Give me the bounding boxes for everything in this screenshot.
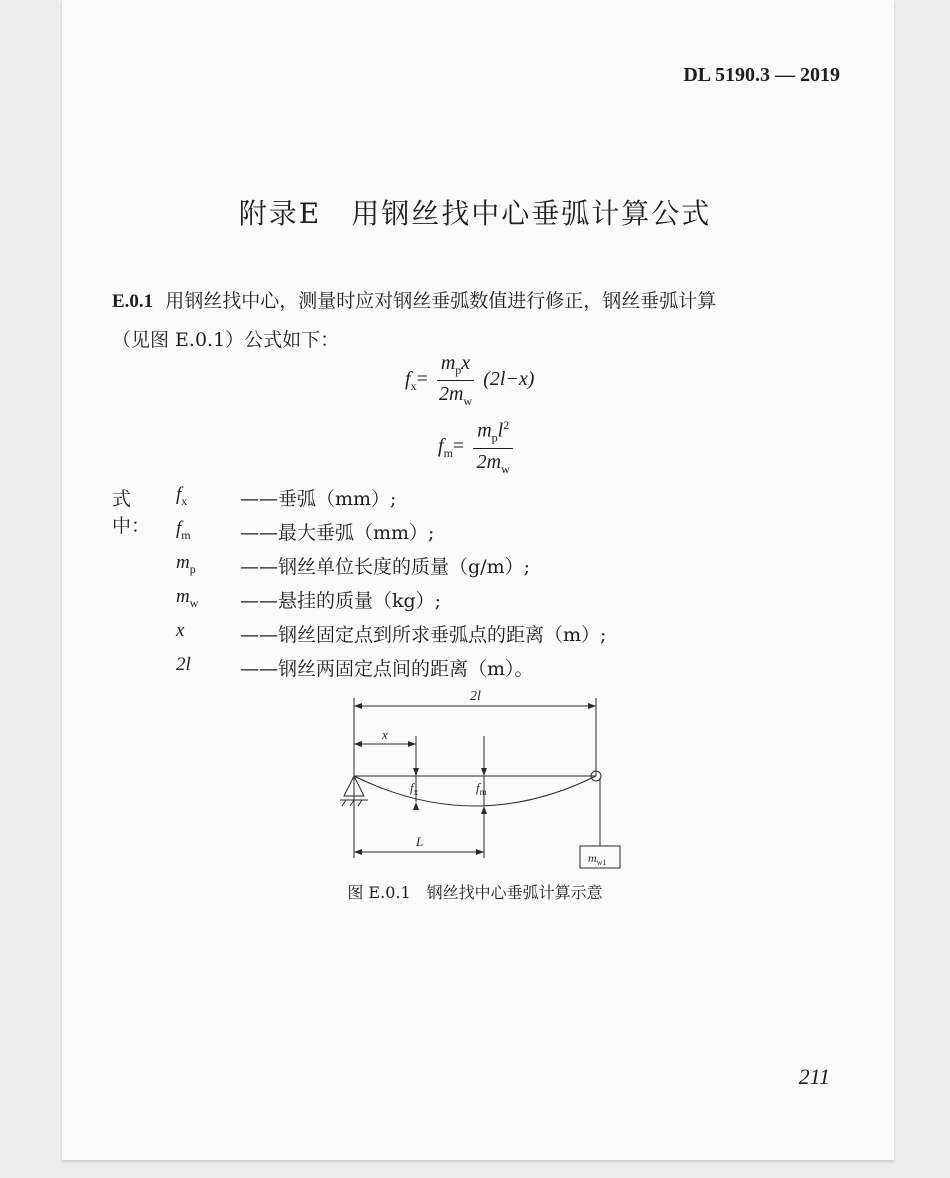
definition-text: ——最大垂弧（mm）; (240, 522, 435, 544)
fm-arrow-up (481, 806, 487, 814)
definition-symbol-main: f (176, 518, 182, 539)
fx-arrow-down (413, 768, 419, 776)
fx-label (410, 780, 419, 797)
fx-arrow-up (413, 802, 419, 810)
formula-fx-num-sub: p (455, 363, 462, 377)
formula-fx-tail: (2l−x) (483, 368, 535, 391)
definition-symbol-sub: x (181, 493, 188, 508)
support-hatch-1 (342, 800, 346, 806)
span-label: 2l (470, 689, 481, 704)
definition-text: ——钢丝固定点到所求垂弧点的距离（m）; (240, 624, 607, 646)
fm-label-sub: m (479, 787, 487, 797)
definition-symbol-main: m (176, 586, 190, 607)
definition-symbol-main: x (176, 620, 185, 641)
support-hatch-3 (358, 800, 362, 806)
formula-fx-den-sub: w (463, 394, 473, 408)
formula-fm-den-sub: w (501, 461, 510, 476)
figure-caption: 图 E.0.1 钢丝找中心垂弧计算示意 (347, 883, 603, 902)
formula-fm-num-sup: 2 (503, 418, 510, 432)
definition-symbol-main: f (176, 484, 182, 505)
definition-symbol-sub: m (181, 527, 191, 542)
fm-label-main: f (476, 780, 480, 795)
definition-symbol-sub: w (189, 595, 199, 610)
formula-fm-lhs-sub: m (443, 445, 453, 460)
fx-label-main: f (410, 780, 414, 795)
formula-fx-den: 2m (438, 383, 464, 405)
formula-fm-num-tail: l (497, 419, 504, 442)
span-arrow-left (354, 703, 362, 709)
clause-number: E.0.1 (112, 291, 154, 312)
x-arrow-right (408, 741, 416, 747)
definition-symbol-main: 2l (176, 654, 191, 675)
span-arrow-right (588, 703, 596, 709)
definition-symbol-sub: p (189, 561, 196, 576)
formula-fm-lhs: f (438, 434, 444, 457)
fm-label (476, 780, 487, 797)
support-hatch-2 (350, 800, 354, 806)
L-arrow-left (354, 849, 362, 855)
weight-label (588, 851, 606, 867)
fm-arrow-down (481, 768, 487, 776)
definition-symbol-main: m (176, 552, 190, 573)
formula-fx: $f_x=$ $\frac{m_px}{2m_w}$ (2l−x) (405, 352, 535, 408)
definition-text: ——钢丝单位长度的质量（g/m）; (240, 556, 530, 578)
formula-fx-num-m: m (440, 352, 456, 374)
x-label: x (382, 727, 388, 742)
appendix-title: 附录E 用钢丝找中心垂弧计算公式 (238, 197, 712, 230)
definition-text: ——垂弧（mm）; (240, 488, 397, 510)
formula-fx-lhs: f (405, 368, 411, 391)
formula-fx-lhs-sub: x (410, 379, 417, 394)
formula-fm: $f_m=$ $\frac{m_pl^2}{2m_w}$ (438, 418, 517, 477)
L-arrow-right (476, 849, 484, 855)
definition-text: ——钢丝两固定点间的距离（m）。 (240, 658, 534, 680)
definition-text: ——悬挂的质量（kg）; (240, 590, 442, 612)
L-label: L (416, 834, 424, 849)
document-header: DL 5190.3 — 2019 (683, 64, 840, 86)
formula-fm-num-m: m (477, 419, 492, 442)
fx-label-sub: x (413, 787, 419, 797)
x-arrow-left (354, 741, 362, 747)
formula-fx-num-tail: x (461, 352, 471, 374)
formula-fm-num-sub: p (491, 430, 498, 445)
page-number: 211 (798, 1064, 830, 1089)
clause-text: 用钢丝找中心，测量时应对钢丝垂弧数值进行修正，钢丝垂弧计算（见图 E.0.1）公式如下： (112, 290, 717, 351)
definitions-lead: 式中： (112, 488, 151, 537)
weight-label-sub: w1 (596, 858, 607, 867)
formula-fm-den: 2m (476, 450, 502, 473)
weight-label-main: m (588, 851, 597, 865)
sagging-wire (354, 776, 596, 806)
